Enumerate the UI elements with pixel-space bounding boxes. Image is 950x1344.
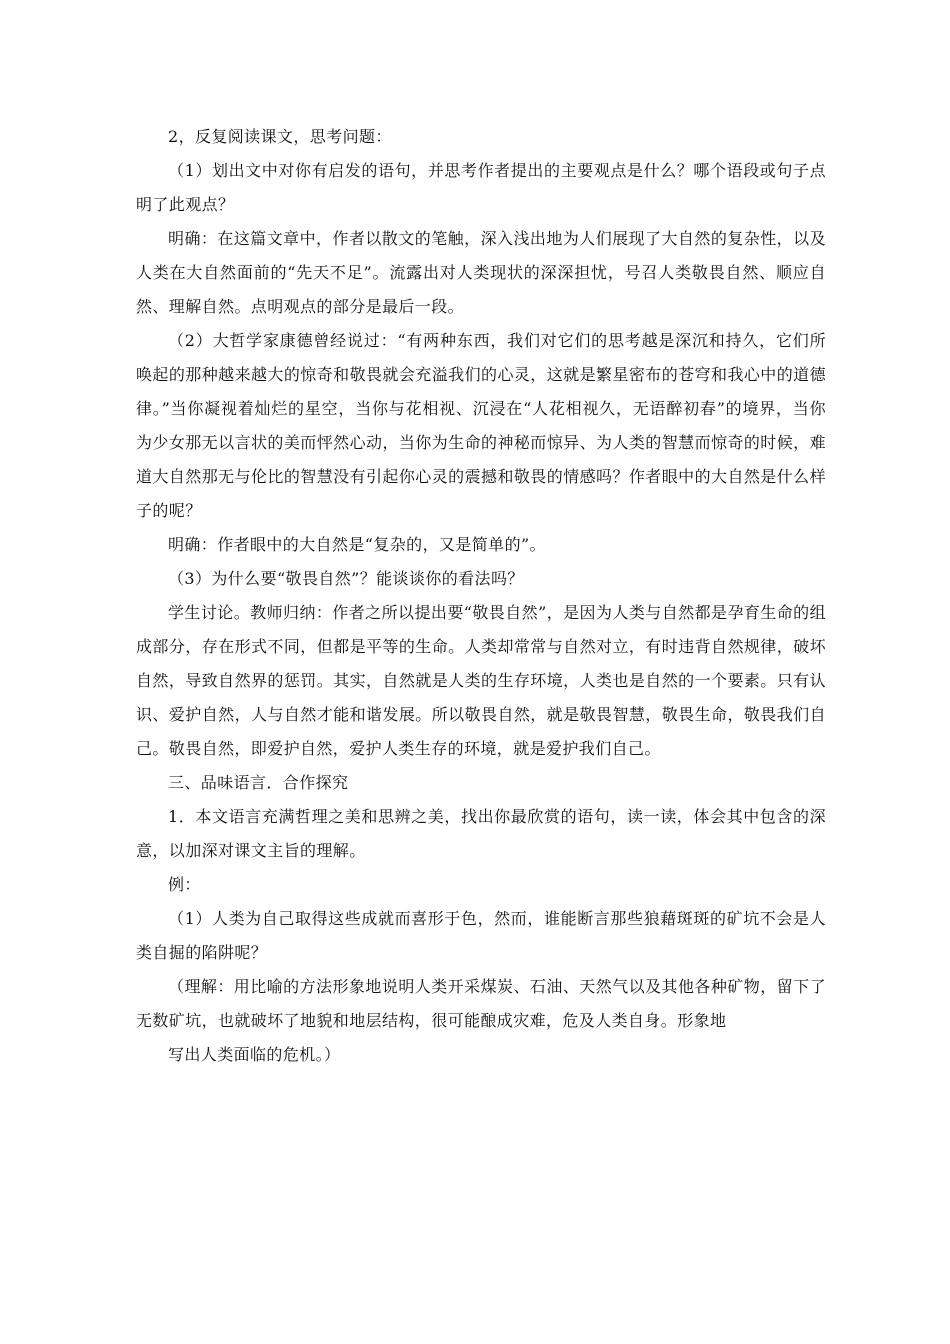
paragraph-understanding: （理解：用比喻的方法形象地说明人类开采煤炭、石油、天然气以及其他各种矿物，留下了无数矿坑，也就破坏了地貌和地层结构，很可能酿成灾难，危及人类自身。形象地: [136, 977, 826, 1030]
section-heading-3: 三、品味语言．合作探究: [168, 773, 349, 792]
document-body: [136, 120, 826, 1072]
paragraph-question-2-2: （2）大哲学家康德曾经说过：“有两种东西，我们对它们的思考越是深沉和持久，它们所唤起的那种越来越大的惊奇和敬畏就会充溢我们的心灵，这就是繁星密布的苍穹和我心中的道德律。”当你凝视着灿烂的星空，当你与花相视、沉浸在“人花相视久，无语醉初春”的境界，当你为少女那无以言状的美而怦然心动，当你为生命的神秘而惊异、为人类的智慧而惊奇的时候，难道大自然那无与伦比的智慧没有引起你心灵的震撼和敬畏的情感吗？作者眼中的大自然是什么样子的呢？: [136, 331, 826, 520]
paragraph-discussion: 学生讨论。教师归纳：作者之所以提出要“敬畏自然”，是因为人类与自然都是孕育生命的组成部分，存在形式不同，但都是平等的生命。人类却常常与自然对立，有时违背自然规律，破坏自然，导致自然界的惩罚。其实，自然就是人类的生存环境，人类也是自然的一个要素。只有认识、爱护自然，人与自然才能和谐发展。所以敬畏自然，就是敬畏智慧，敬畏生命，敬畏我们自己。敬畏自然，即爱护自然，爱护人类生存的环境，就是爱护我们自己。: [136, 603, 826, 758]
paragraph-question-2: 2，反复阅读课文，思考问题：: [168, 127, 392, 146]
paragraph-example-label: 例：: [168, 875, 201, 894]
paragraph-task-1: 1．本文语言充满哲理之美和思辨之美，找出你最欣赏的语句，读一读，体会其中包含的深意，以加深对课文主旨的理解。: [136, 807, 826, 860]
paragraph-understanding-end: 写出人类面临的危机。）: [168, 1045, 341, 1064]
paragraph-answer-1: 明确：在这篇文章中，作者以散文的笔触，深入浅出地为人们展现了大自然的复杂性，以及人类在大自然面前的“先天不足”。流露出对人类现状的深深担忧，号召人类敬畏自然、顺应自然、理解自然。点明观点的部分是最后一段。: [136, 229, 826, 316]
paragraph-example-1: （1）人类为自己取得这些成就而喜形于色，然而，谁能断言那些狼藉斑斑的矿坑不会是人类自掘的陷阱呢？: [136, 909, 826, 962]
paragraph-question-2-1: （1）划出文中对你有启发的语句，并思考作者提出的主要观点是什么？哪个语段或句子点明了此观点？: [136, 161, 826, 214]
paragraph-question-2-3: （3）为什么要“敬畏自然”？能谈谈你的看法吗？: [168, 569, 524, 588]
paragraph-answer-2: 明确：作者眼中的大自然是“复杂的，又是简单的”。: [168, 535, 546, 554]
